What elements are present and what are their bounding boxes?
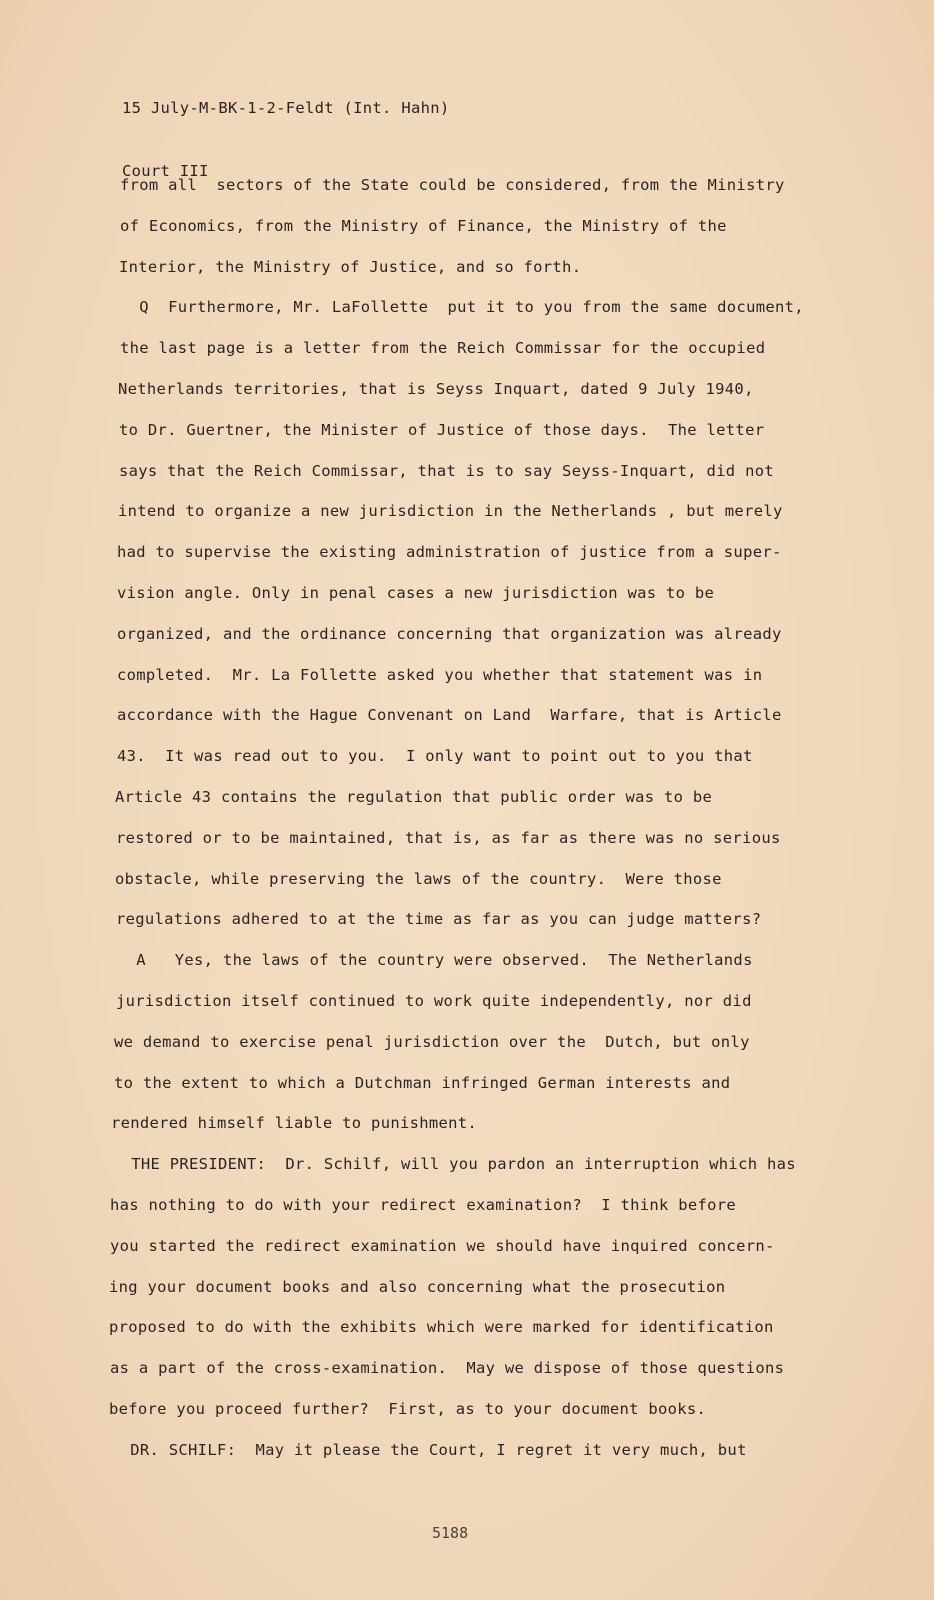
transcript-line: has nothing to do with your redirect examination? I think before	[110, 1196, 737, 1214]
transcript-line: jurisdiction itself continued to work quite independently, nor did	[116, 992, 752, 1010]
transcript-line: to Dr. Guertner, the Minister of Justice of those days. The letter	[119, 421, 765, 439]
transcript-line: Q Furthermore, Mr. LaFollette put it to you from the same document,	[120, 298, 804, 316]
page-number: 5188	[432, 1524, 469, 1542]
transcript-line: intend to organize a new jurisdiction in the Netherlands , but merely	[118, 502, 783, 520]
transcript-line: Netherlands territories, that is Seyss Inquart, dated 9 July 1940,	[118, 380, 754, 398]
transcript-line: vision angle. Only in penal cases a new jurisdiction was to be	[117, 584, 715, 602]
document-header	[122, 56, 449, 224]
transcript-line: Interior, the Ministry of Justice, and so forth.	[119, 258, 582, 276]
header-court: Court III	[122, 162, 209, 180]
transcript-line: organized, and the ordinance concerning that organization was already	[117, 625, 782, 643]
transcript-line: ing your document books and also concerning what the prosecution	[109, 1278, 726, 1296]
transcript-line: from all sectors of the State could be considered, from the Ministry	[120, 176, 785, 194]
transcript-line: THE PRESIDENT: Dr. Schilf, will you pardon an interruption which has	[112, 1155, 796, 1173]
transcript-line: proposed to do with the exhibits which were marked for identification	[109, 1318, 774, 1336]
transcript-line: accordance with the Hague Convenant on Land Warfare, that is Article	[117, 706, 782, 724]
transcript-line: Article 43 contains the regulation that public order was to be	[115, 788, 713, 806]
transcript-line: A Yes, the laws of the country were observed. The Netherlands	[117, 951, 753, 969]
page-margin	[934, 0, 951, 1600]
transcript-line: before you proceed further? First, as to your document books.	[109, 1400, 707, 1418]
transcript-line: as a part of the cross-examination. May we dispose of those questions	[110, 1359, 785, 1377]
transcript-line: the last page is a letter from the Reich Commissar for the occupied	[120, 339, 766, 357]
transcript-line: restored or to be maintained, that is, as far as there was no serious	[116, 829, 781, 847]
transcript-line: rendered himself liable to punishment.	[111, 1114, 478, 1132]
transcript-line: to the extent to which a Dutchman infringed German interests and	[114, 1074, 731, 1092]
transcript-line: of Economics, from the Ministry of Finance, the Ministry of the	[120, 217, 727, 235]
transcript-line: you started the redirect examination we should have inquired concern-	[110, 1237, 775, 1255]
transcript-line: DR. SCHILF: May it please the Court, I regret it very much, but	[111, 1441, 747, 1459]
transcript-line: completed. Mr. La Follette asked you whether that statement was in	[117, 666, 763, 684]
transcript-line: says that the Reich Commissar, that is to say Seyss-Inquart, did not	[119, 462, 774, 480]
header-reference: 15 July-M-BK-1-2-Feldt (Int. Hahn)	[122, 99, 450, 117]
transcript-line: 43. It was read out to you. I only want to point out to you that	[117, 747, 753, 765]
transcript-line: regulations adhered to at the time as far as you can judge matters?	[116, 910, 762, 928]
transcript-line: we demand to exercise penal jurisdiction over the Dutch, but only	[114, 1033, 750, 1051]
transcript-line: had to supervise the existing administration of justice from a super-	[117, 543, 782, 561]
transcript-line: obstacle, while preserving the laws of the country. Were those	[115, 870, 722, 888]
